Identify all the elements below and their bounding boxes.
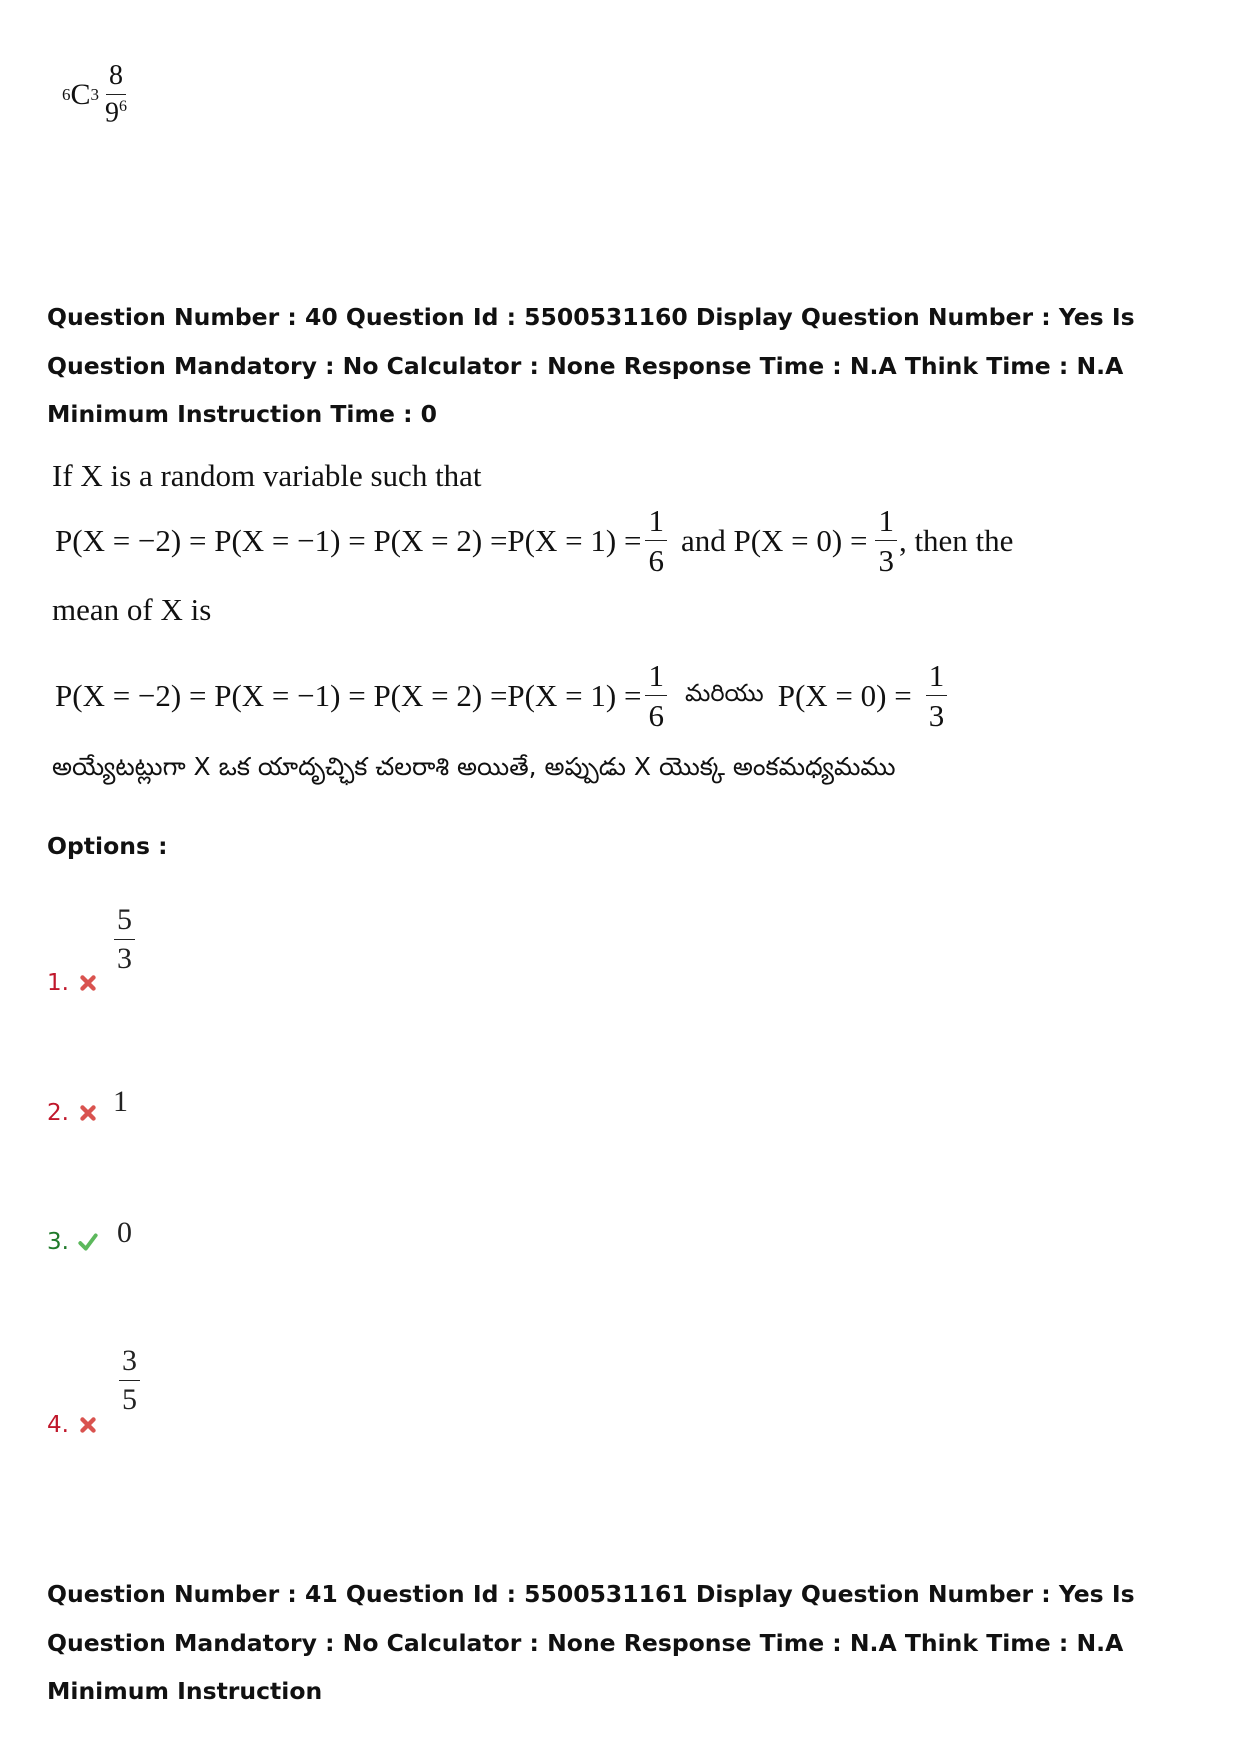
option-3[interactable]	[47, 1229, 99, 1255]
option-number: 3.	[47, 1229, 69, 1255]
previous-answer-formula	[62, 62, 127, 127]
question-line-1: If X is a random variable such that	[52, 458, 482, 493]
formula-denominator: $9^6$	[105, 97, 128, 129]
formula-subscript: 3	[90, 84, 100, 104]
option-number: 1.	[47, 970, 69, 996]
wrong-mark-icon	[77, 1414, 99, 1436]
option-1-value: $\frac{5}{3}$	[114, 905, 135, 974]
correct-check-icon	[77, 1231, 99, 1253]
option-2-value: 1	[113, 1085, 128, 1118]
telugu-question-line: అయ్యేటట్లుగా X ఒక యాదృచ్ఛిక చలరాశి అయితే, అప్పుడు X యొక్క అంకమధ్యమము	[52, 752, 896, 781]
telugu-equation-line: P(X = −2) = P(X = −1) = P(X = 2) =P(X = 1) = $\frac{1}{6}$ మరియు P(X = 0) = $\frac{1}{3}$	[55, 660, 947, 731]
formula-base: C	[70, 77, 91, 111]
and-text: and P(X = 0) =	[680, 522, 868, 558]
question-40-meta: Question Number : 40 Question Id : 5500531160 Display Question Number : Yes Is Question Mandatory : No Calculator : None Response Time : N.A Think Time : N.A Minimum Instruction Time : 0	[47, 303, 1135, 428]
option-1[interactable]	[47, 970, 99, 996]
fraction-one-third: $\frac{1}{3}$	[875, 505, 897, 576]
option-3-value: 0	[117, 1216, 132, 1249]
wrong-mark-icon	[77, 1102, 99, 1124]
option-number: 4.	[47, 1412, 69, 1438]
question-41-meta: Question Number : 41 Question Id : 5500531161 Display Question Number : Yes Is Question Mandatory : No Calculator : None Response Time : N.A Think Time : N.A Minimum Instruction	[47, 1580, 1135, 1705]
then-text: , then the	[898, 522, 1014, 558]
formula-numerator: 8	[106, 62, 126, 95]
options-label: Options :	[47, 832, 168, 860]
question-equation-line	[55, 505, 1013, 576]
option-4[interactable]	[47, 1412, 99, 1438]
option-4-value: $\frac{3}{5}$	[119, 1346, 140, 1415]
formula-fraction	[105, 62, 127, 127]
question-line-3: mean of X is	[52, 592, 212, 627]
option-2[interactable]	[47, 1100, 99, 1126]
formula-superscript: 6	[62, 84, 71, 104]
option-number: 2.	[47, 1100, 69, 1126]
fraction-one-sixth: $\frac{1}{6}$	[645, 505, 667, 576]
wrong-mark-icon	[77, 972, 99, 994]
equation-left: P(X = −2) = P(X = −1) = P(X = 2) =P(X = 1) =	[55, 522, 642, 558]
telugu-and: మరియు	[684, 678, 764, 707]
